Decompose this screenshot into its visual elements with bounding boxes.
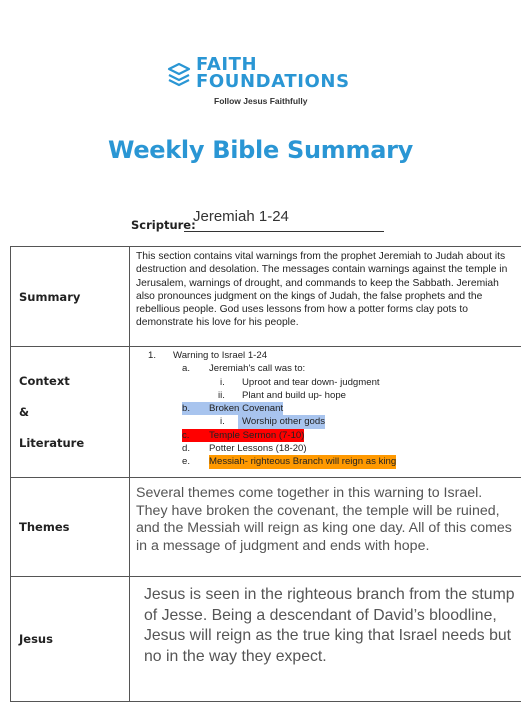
context-label-2: & [19, 397, 129, 428]
logo-line-1: FAITH [196, 56, 350, 73]
outline-num: d. [182, 442, 190, 455]
context-label-1: Context [19, 366, 129, 397]
scripture-value: Jeremiah 1-24 [193, 208, 289, 225]
outline-item [136, 415, 515, 428]
jesus-row [11, 577, 521, 702]
outline-num: i. [220, 376, 225, 389]
outline-num: e. [182, 455, 190, 468]
outline-item [136, 362, 515, 375]
outline-text: Uproot and tear down- judgment [242, 376, 380, 389]
scripture-underline [184, 231, 384, 232]
themes-text: Several themes come together in this warning to Israel. They have broken the covenant, the temple will be ruined, and the Messiah will reign as king one day. All of this comes in a message of judgment and ends with hope. [130, 478, 521, 577]
outline-item [136, 402, 515, 415]
stacked-books-icon [166, 59, 192, 89]
context-outline [130, 347, 521, 478]
logo-tagline: Follow Jesus Faithfully [214, 96, 308, 106]
outline-item [136, 429, 515, 442]
scripture-field [131, 208, 391, 234]
jesus-text: Jesus is seen in the righteous branch from the stump of Jesse. Being a descendant of David’s bloodline, Jesus will reign as the true king that Israel needs but no in the way they expect. [130, 577, 521, 702]
outline-text: Broken Covenant [209, 402, 283, 415]
page-title: Weekly Bible Summary [0, 136, 521, 164]
themes-row [11, 478, 521, 577]
summary-label: Summary [11, 247, 130, 347]
logo-line-2: FOUNDATIONS [196, 73, 350, 90]
themes-label: Themes [11, 478, 130, 577]
outline-text: Warning to Israel 1-24 [173, 349, 267, 362]
summary-text: This section contains vital warnings from the prophet Jeremiah to Judah about its destruction and desolation. The messages contain warnings against the temple in Jerusalem, warnings of drought, and commands to keep the Sabbath. Jeremiah also pronounces judgment on the kings of Judah, the false prophets and the rebellious people. God uses lessons from how a potter forms clay pots to demonstrate his love for his people. [130, 247, 521, 347]
outline-item [136, 389, 515, 402]
context-row [11, 347, 521, 478]
outline-num: a. [182, 362, 190, 375]
outline-item [136, 349, 515, 362]
outline-text: Messiah- righteous Branch will reign as king [209, 455, 396, 468]
outline-text: Plant and build up- hope [242, 389, 346, 402]
outline-num: ii. [218, 389, 225, 402]
context-label-3: Literature [19, 428, 129, 459]
summary-table [10, 246, 521, 702]
outline-item [136, 455, 515, 468]
outline-item [136, 376, 515, 389]
faith-foundations-logo [166, 55, 356, 111]
outline-num: 1. [148, 349, 156, 362]
outline-num: i. [220, 415, 225, 428]
outline-text: Potter Lessons (18-20) [209, 442, 307, 455]
scripture-label: Scripture: [131, 218, 196, 232]
outline-item [136, 442, 515, 455]
summary-row [11, 247, 521, 347]
context-label [11, 347, 130, 478]
outline-num: c. [182, 429, 209, 442]
outline-num: b. [182, 402, 209, 415]
outline-text: Temple Sermon (7-10) [209, 429, 304, 442]
outline-text: Worship other gods [238, 415, 325, 428]
outline-text: Jeremiah's call was to: [209, 362, 305, 375]
jesus-label: Jesus [11, 577, 130, 702]
logo-wordmark [196, 56, 350, 90]
